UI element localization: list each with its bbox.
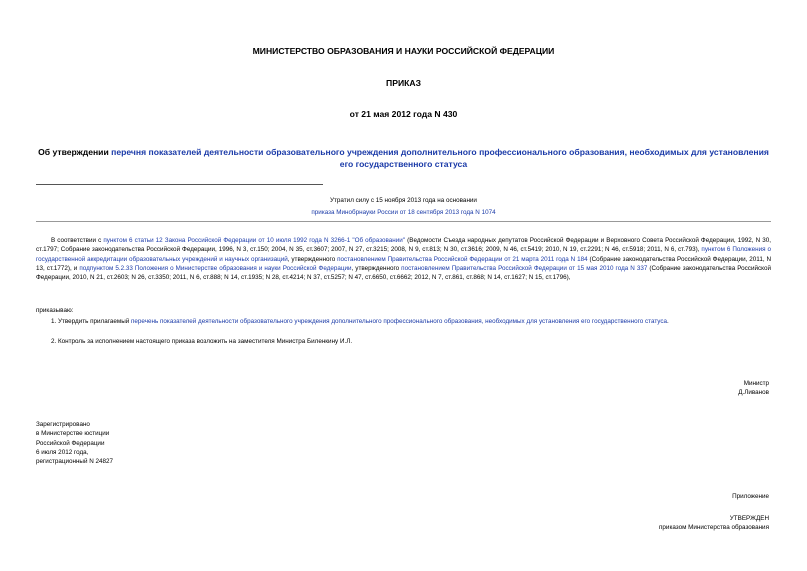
repeal-link[interactable]: приказа Минобрнауки России от 18 сентября 2013 года N 1074 (311, 209, 496, 216)
link-ministry-regulation[interactable]: подпунктом 5.2.33 Положения о Министерстве образования и науки Российской Федерации (79, 264, 352, 272)
link-accreditation-regulation[interactable]: пунктом 6 Положения о государственной аккредитации образовательных учреждений и научных организаций (36, 246, 771, 263)
link-indicators-list[interactable]: перечень показателей деятельности образовательного учреждения дополнительного профессионального образования, необходимых для установления его государственного статуса (131, 318, 668, 325)
document-title (36, 146, 771, 170)
doc-type-heading: ПРИКАЗ (386, 78, 421, 88)
appendix-approved: УТВЕРЖДЕН (729, 515, 769, 522)
item1-text-2: . (667, 318, 669, 325)
registration-block (36, 420, 113, 466)
title-link[interactable]: перечня показателей деятельности образовательного учреждения дополнительного профессионального образования, необходимых для установления его государственного статуса (111, 147, 769, 169)
order-item-2: 2. Контроль за исполнением настоящего приказа возложить на заместителя Министра Биленкину И.Л. (51, 338, 353, 345)
signature-block (738, 380, 769, 397)
appendix-by-order: приказом Министерства образования (659, 524, 769, 531)
registration-line-4: 6 июля 2012 года, (36, 448, 89, 456)
order-word: приказываю: (36, 307, 74, 314)
repeal-text: Утратил силу с 15 ноября 2013 года на основании (330, 197, 477, 204)
date-number-heading: от 21 мая 2012 года N 430 (349, 109, 458, 119)
preamble-text-3: , утвержденного (287, 255, 338, 263)
appendix-label: Приложение (732, 493, 769, 500)
registration-line-2: в Министерстве юстиции (36, 430, 110, 438)
signature-name: Д.Ливанов (738, 388, 769, 396)
item1-text-1: 1. Утвердить прилагаемый (51, 318, 132, 325)
registration-line-5: регистрационный N 24827 (36, 458, 114, 466)
preamble-text-4: (Собрание законодательства Российской Федерации, 2011, N 13, ст.1772), и (36, 255, 772, 272)
repeal-notice (36, 195, 771, 219)
link-government-decree-184[interactable]: постановлением Правительства Российской Федерации от 21 марта 2011 года N 184 (337, 255, 588, 263)
link-government-decree-337[interactable]: постановлением Правительства Российской Федерации от 15 мая 2010 года N 337 (401, 264, 648, 272)
divider-long (36, 221, 771, 222)
ministry-heading: МИНИСТЕРСТВО ОБРАЗОВАНИЯ И НАУКИ РОССИЙСКОЙ ФЕДЕРАЦИИ (252, 46, 555, 56)
preamble-text-1: В соответствии с (51, 237, 104, 244)
divider-short (36, 184, 323, 185)
preamble-paragraph (36, 236, 771, 282)
link-law-on-education[interactable]: пунктом 6 статьи 12 Закона Российской Федерации от 10 июля 1992 года N 3266-1 "Об образовании" (103, 237, 406, 244)
order-item-1 (36, 317, 771, 326)
signature-position: Министр (743, 380, 769, 387)
registration-line-1: Зарегистрировано (36, 421, 90, 428)
preamble-text-6: (Собрание законодательства Российской Федерации, 2010, N 21, ст.2603; N 26, ст.3350; 2011, N 6, ст.888; N 14, ст.1935; N 28, ст.4214; N 37, ст.5257; N 47, ст.6650, ст.6662; 2012, N 7, ст.861, ст.868; N 14, ст.1627; N 15, ст.1796), (36, 264, 771, 282)
registration-line-3: Российской Федерации (36, 439, 105, 447)
preamble-text-5: , утвержденного (351, 264, 402, 272)
preamble-text-2: (Ведомости Съезда народных депутатов Российской Федерации и Верховного Совета Российской Федерации, 1992, N 30, ст.1797; Собрание законодательства Российской Федерации, 1996, N 3, ст.150; 2004, N 35, ст.3607; 2007, N 27, ст.3215; 2008, N 9, ст.813; N 30, ст.3616; 2009, N 46, ст.5419; 2010, N 19, ст.2291; N 46, ст.5918; 2011, N 6, ст.793), (36, 237, 771, 254)
title-prefix: Об утверждении (38, 147, 112, 157)
